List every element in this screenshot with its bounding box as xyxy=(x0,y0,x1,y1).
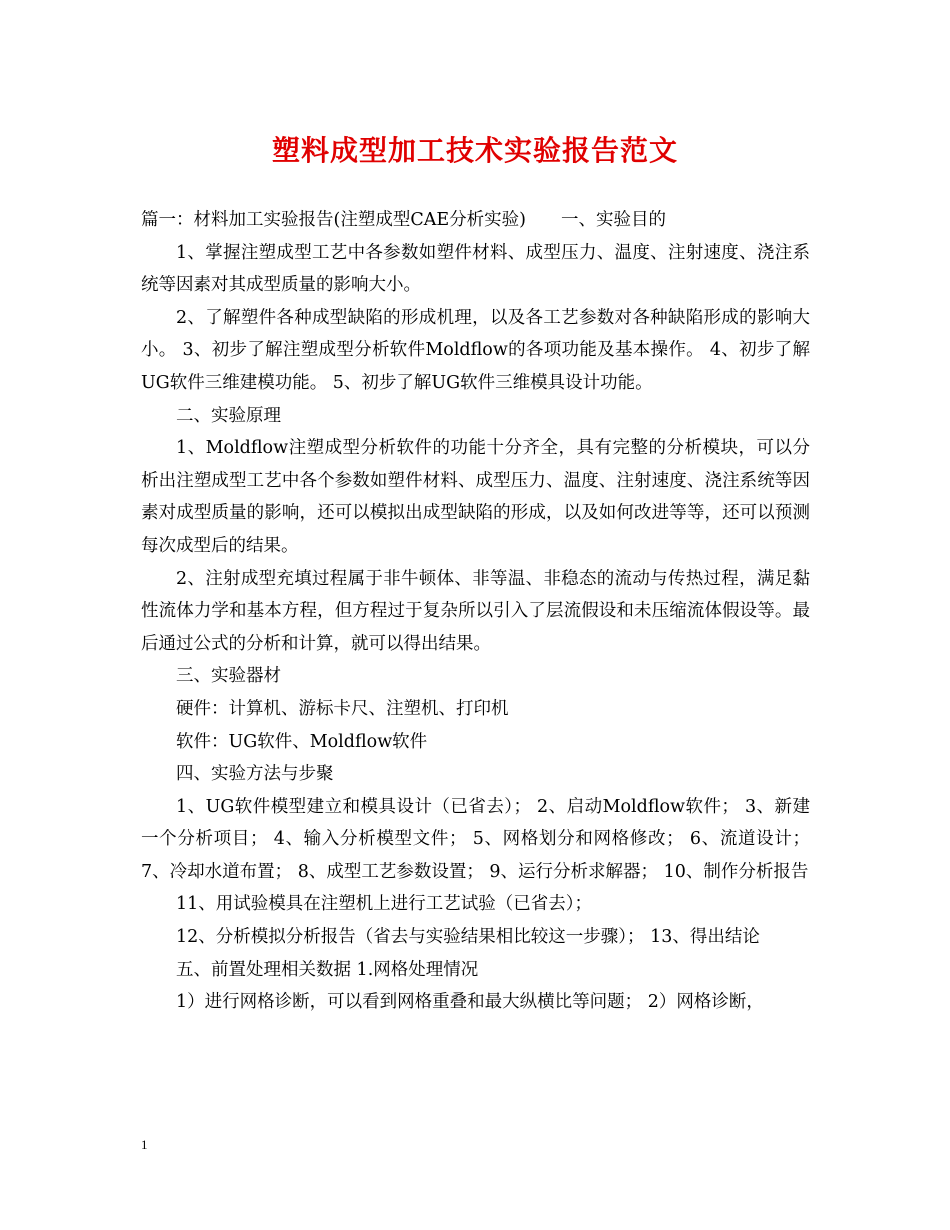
document-body xyxy=(141,204,810,1019)
paragraph: 四、实验方法与步聚 xyxy=(176,764,334,785)
paragraph: 硬件：计算机、游标卡尺、注塑机、打印机 xyxy=(176,698,509,719)
paragraph: 1、UG软件模型建立和模具设计（已省去）； 2、启动Moldflow软件； 3、新建一个分析项目； 4、输入分析模型文件； 5、网格划分和网格修改； 6、流道设计； 7、冷却水道布置； 8、成型工艺参数设置； 9、运行分析求解器； 10、制作分析报告 xyxy=(141,796,810,882)
document-title: 塑料成型加工技术实验报告范文 xyxy=(271,134,678,167)
paragraph: 2、注射成型充填过程属于非牛顿体、非等温、非稳态的流动与传热过程，满足黏性流体力学和基本方程，但方程过于复杂所以引入了层流假设和未压缩流体假设等。最后通过公式的分析和计算，就可以得出结果。 xyxy=(141,568,810,654)
paragraph: 2、了解塑件各种成型缺陷的形成机理，以及各工艺参数对各种缺陷形成的影响大小。 3、初步了解注塑成型分析软件Moldflow的各项功能及基本操作。 4、初步了解UG软件三维建模功能。 5、初步了解UG软件三维模具设计功能。 xyxy=(141,307,810,393)
paragraph: 二、实验原理 xyxy=(176,405,281,426)
paragraph: 三、实验器材 xyxy=(176,666,281,687)
paragraph: 篇一：材料加工实验报告(注塑成型CAE分析实验) 一、实验目的 xyxy=(141,210,666,230)
paragraph: 软件：UG软件、Moldflow软件 xyxy=(176,731,428,752)
paragraph: 11、用试验模具在注塑机上进行工艺试验（已省去）； xyxy=(176,894,593,915)
paragraph: 五、前置处理相关数据 1.网格处理情况 xyxy=(176,959,479,980)
page-number: 1 xyxy=(141,1137,148,1152)
paragraph: 1、掌握注塑成型工艺中各参数如塑件材料、成型压力、温度、注射速度、浇注系统等因素对其成型质量的影响大小。 xyxy=(141,242,810,296)
paragraph: 1）进行网格诊断，可以看到网格重叠和最大纵横比等问题； 2）网格诊断， xyxy=(176,992,764,1013)
paragraph: 1、Moldflow注塑成型分析软件的功能十分齐全，具有完整的分析模块，可以分析出注塑成型工艺中各个参数如塑件材料、成型压力、温度、注射速度、浇注系统等因素对成型质量的影响，还可以模拟出成型缺陷的形成，以及如何改进等等，还可以预测每次成型后的结果。 xyxy=(141,438,810,556)
paragraph: 12、分析模拟分析报告（省去与实验结果相比较这一步骤）； 13、得出结论 xyxy=(176,927,760,948)
